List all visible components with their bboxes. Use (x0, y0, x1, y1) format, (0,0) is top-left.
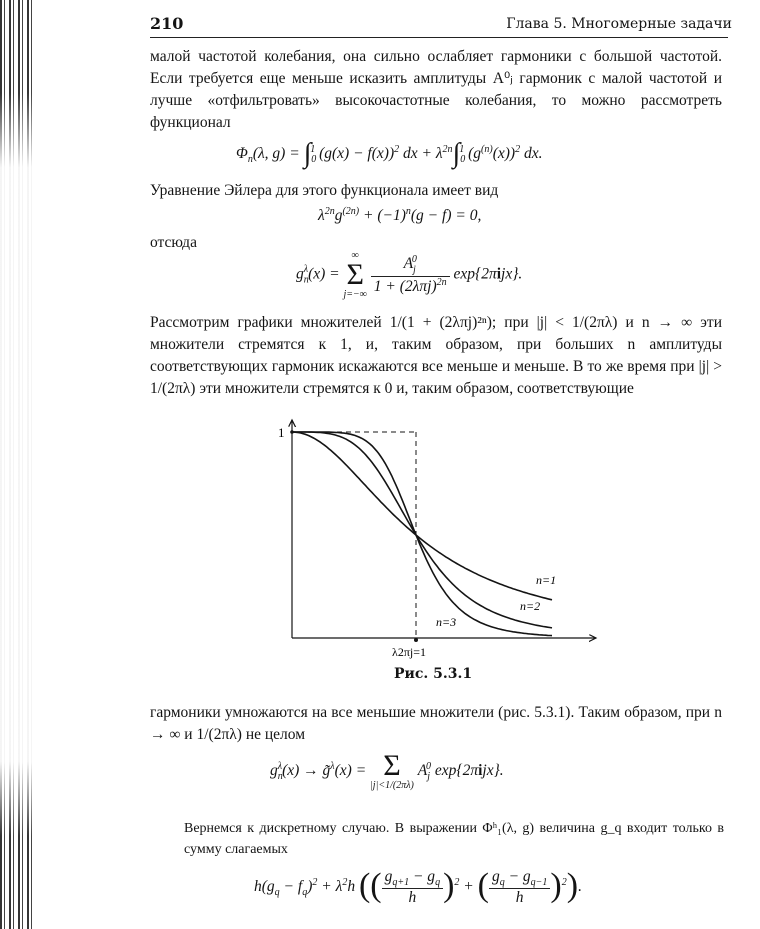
running-title: Глава 5. Многомерные задачи (506, 16, 732, 32)
curve-n1 (292, 432, 552, 600)
formula-discrete: $h(g_q - f_q)^2 + \lambda^2h$ (( $\frac{g_{q+1} - g_q}{h}$ )$^2$ + ( $\frac{g_q - g_{q-1}}{h}$ )$^2$). (254, 867, 582, 906)
y-tick-label: 1 (278, 425, 285, 440)
paragraph-conclusion: гармоники умножаются на все меньшие множители (рис. 5.3.1). Таким образом, при n → ∞ и 1/(2πλ) не целом (150, 704, 722, 743)
paragraph-hence: отсюда (150, 234, 197, 251)
formula-limit: $g_n^\lambda(x)$ → g̃$^\lambda$(x) = Σ |j|<1/(2πλ) $A_j^0$ exp{2πijx}. (270, 749, 504, 791)
x-marker-dot (414, 638, 418, 642)
figure-5-3-1 (270, 418, 600, 662)
figure-caption: Рис. 5.3.1 (394, 666, 473, 682)
paragraph-euler-intro: Уравнение Эйлера для этого функционала имеет вид (150, 182, 499, 199)
paragraph-intro: малой частотой колебания, она сильно ослабляет гармоники с большой частотой. Если требуется еще меньше исказить амплитуды A⁰ⱼ гармоник с малой частотой и лучше «отфильтровать» высокочастотные колебания, то можно рассмотреть функционал (150, 48, 722, 131)
page-number: 210 (150, 14, 184, 33)
paragraph-discussion: Рассмотрим графики множителей 1/(1 + (2λπj)²ⁿ); при |j| < 1/(2πλ) и n → ∞ эти множители стремятся к 1, и, таким образом, при больших n амплитуды соответствующих гармоник искажаются все меньше и меньше. В то же время при |j| > 1/(2πλ) эти множители стремятся к 0 и, таким образом, соответствующие (150, 314, 722, 397)
header-rule (150, 37, 728, 38)
formula-functional: $\Phi_n(\lambda$, $g) = \int_0^1$ $(g(x) - f(x))^2$ dx + $\lambda^{2n}\int_0^1$ $(g^{(n)}(x))^2$ dx. (236, 138, 543, 169)
x-marker-label: λ2πj=1 (392, 645, 426, 659)
curve-label-n1: n=1 (536, 573, 557, 587)
curve-label-n3: n=3 (436, 615, 457, 629)
binding-fade (0, 0, 36, 929)
formula-euler: $\lambda^{2n}g^{(2n)} + (-1)^n(g - f) = 0$, (318, 206, 482, 225)
curve-n2 (292, 432, 552, 628)
formula-solution: $g_n^\lambda(x)$ = ∞ Σ j=−∞ $\frac{A_j^0}{1 + (2\lambda\pi j)^{2n}}$ exp{2πijx}. (296, 250, 523, 300)
curve-n3 (292, 432, 552, 636)
paragraph-discrete: Вернемся к дискретному случаю. В выражении Φʰ₁(λ, g) величина g_q входит только в сумму слагаемых (184, 821, 724, 857)
curve-label-n2: n=2 (520, 599, 541, 613)
